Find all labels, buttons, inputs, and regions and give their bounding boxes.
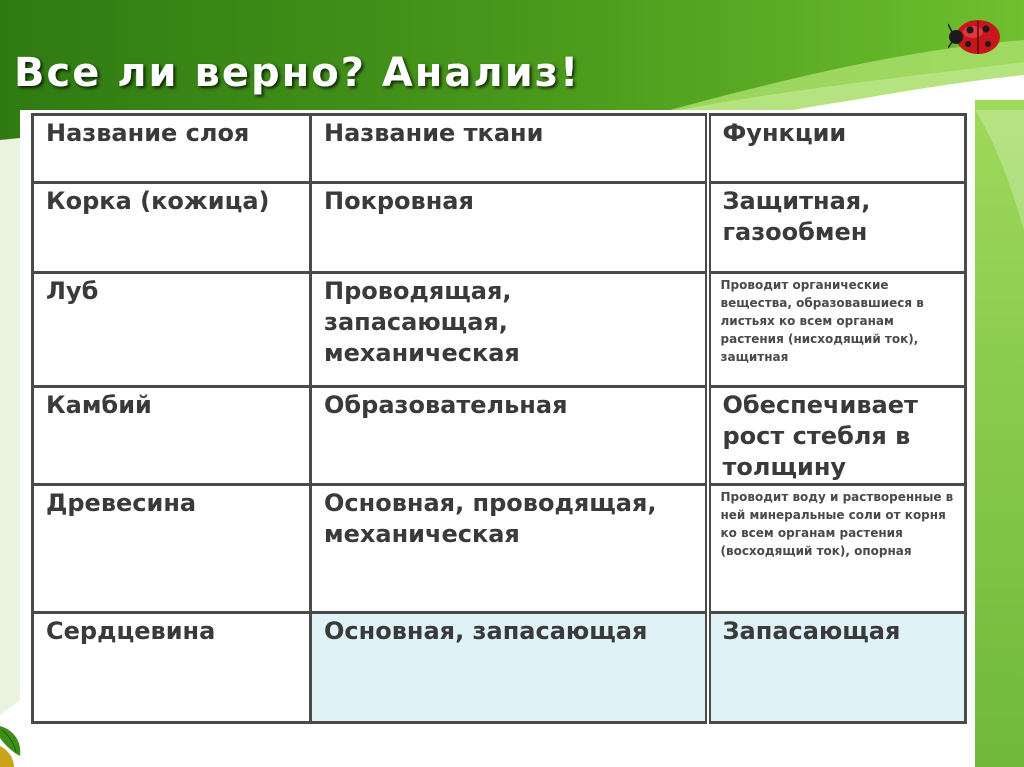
layer-name-cell: Камбий xyxy=(33,387,311,485)
tissue-name-cell: Основная, запасающая xyxy=(311,613,708,723)
table-row xyxy=(33,273,966,387)
functions-cell: Защитная, газообмен xyxy=(708,183,966,273)
tissue-name-cell: Основная, проводящая, механическая xyxy=(311,485,708,613)
tissue-name-cell: Образовательная xyxy=(311,387,708,485)
table-row xyxy=(33,183,966,273)
table-header-row xyxy=(33,115,966,183)
layer-name-cell: Сердцевина xyxy=(33,613,311,723)
leaf-decoration-icon xyxy=(0,716,24,767)
layer-name-cell: Корка (кожица) xyxy=(33,183,311,273)
table-row xyxy=(33,613,966,723)
header-tissue-name: Название ткани xyxy=(311,115,708,183)
table-row xyxy=(33,485,966,613)
slide-title: Все ли верно? Анализ! xyxy=(14,50,581,96)
table-row xyxy=(33,387,966,485)
tissue-name-cell: Покровная xyxy=(311,183,708,273)
tissue-name-cell: Проводящая, запасающая, механическая xyxy=(311,273,708,387)
functions-cell: Проводит воду и растворенные в ней минеральные соли от корня ко всем органам растения (восходящий ток), опорная xyxy=(708,485,966,613)
ladybug-icon xyxy=(948,14,1004,56)
functions-cell: Запасающая xyxy=(708,613,966,723)
header-functions: Функции xyxy=(708,115,966,183)
layer-name-cell: Древесина xyxy=(33,485,311,613)
layer-name-cell: Луб xyxy=(33,273,311,387)
functions-cell: Обеспечивает рост стебля в толщину xyxy=(708,387,966,485)
stem-layers-table xyxy=(31,113,967,724)
functions-cell: Проводит органические вещества, образовавшиеся в листьях ко всем органам растения (нисходящий ток), защитная xyxy=(708,273,966,387)
header-layer-name: Название слоя xyxy=(33,115,311,183)
